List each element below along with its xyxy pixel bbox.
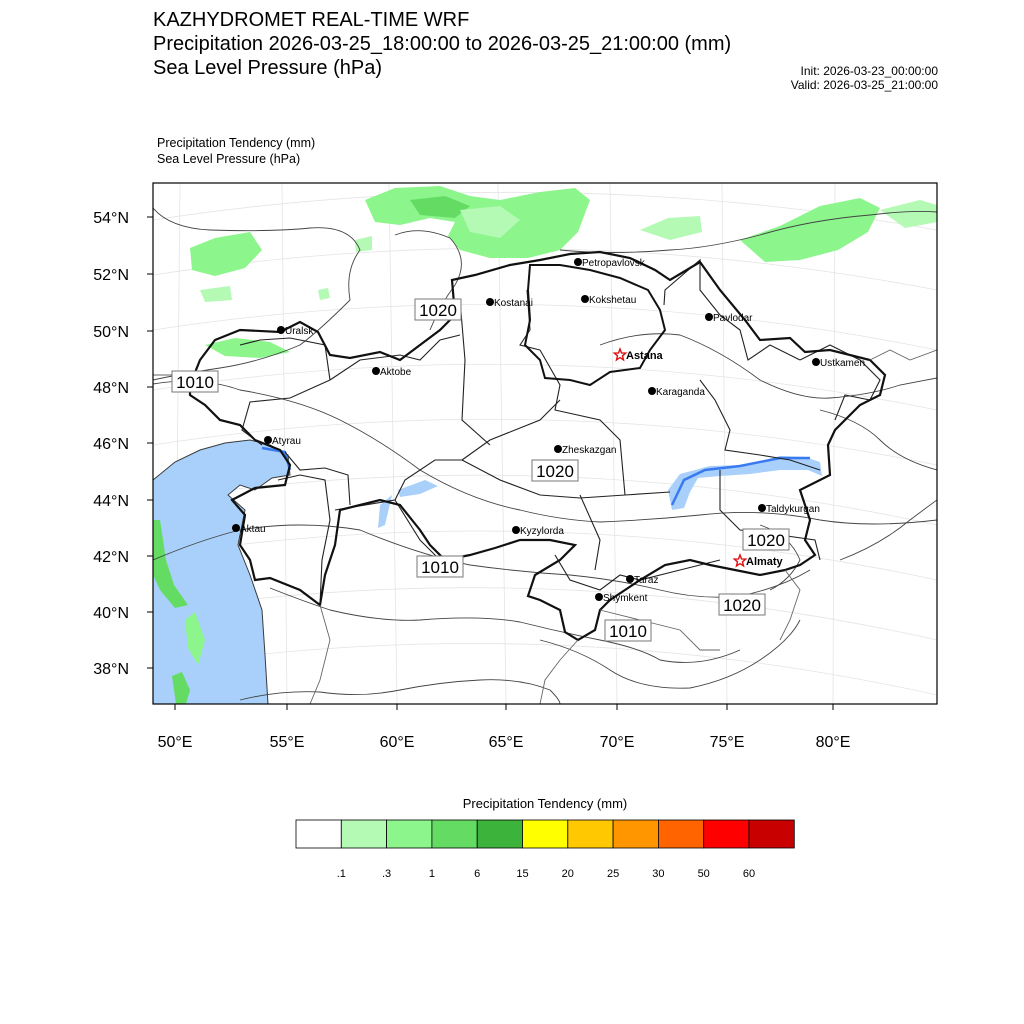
city-dot [574, 258, 582, 266]
capital-label: Almaty [746, 556, 783, 568]
city-dot [232, 524, 240, 532]
isobar-label: 1010 [421, 558, 459, 577]
city-label: Kostanai [494, 298, 533, 309]
map-content [153, 183, 937, 704]
longitude-labels [158, 704, 851, 751]
city-dot [581, 295, 589, 303]
colorbar-swatch [523, 820, 568, 848]
colorbar-swatch [568, 820, 613, 848]
city-dot [512, 526, 520, 534]
city-dot [595, 593, 603, 601]
lat-label: 44°N [93, 493, 129, 510]
lat-label: 54°N [93, 210, 129, 227]
city-dot [705, 313, 713, 321]
colorbar-swatch [704, 820, 749, 848]
city-dot [554, 445, 562, 453]
city-label: Zheskazgan [562, 445, 617, 456]
city-dot [648, 387, 656, 395]
city-label: Shymkent [603, 593, 648, 604]
city-label: Petropavlovsk [582, 258, 645, 269]
city-dot [812, 358, 820, 366]
lat-label: 42°N [93, 549, 129, 566]
valid-time: Valid: 2026-03-25_21:00:00 [790, 78, 938, 92]
subtitle-line-2: Sea Level Pressure (hPa) [157, 152, 301, 166]
subtitle-line-1: Precipitation Tendency (mm) [157, 136, 316, 150]
lon-label: 65°E [488, 734, 524, 751]
colorbar-swatch [432, 820, 477, 848]
capital-label: Astana [626, 350, 663, 362]
colorbar-label: Precipitation Tendency (mm) [462, 796, 628, 811]
isobar-label: 1020 [419, 301, 457, 320]
colorbar-swatch [296, 820, 341, 848]
isobar-label: 1010 [176, 373, 214, 392]
colorbar-tick-label: 50 [697, 868, 710, 880]
colorbar-tick-label: .3 [382, 868, 392, 880]
colorbar-tick-label: 60 [742, 868, 756, 880]
colorbar-tick-label: 25 [606, 868, 620, 880]
lon-label: 70°E [599, 734, 635, 751]
lon-label: 80°E [815, 734, 851, 751]
colorbar-swatch [658, 820, 703, 848]
colorbar-tick-label: 20 [561, 868, 574, 880]
colorbar-swatch [341, 820, 386, 848]
capital-star-icon [734, 555, 745, 566]
city-label: Taraz [634, 575, 659, 586]
colorbar-tick-label: 30 [652, 868, 665, 880]
city-label: Taldykurgan [766, 504, 820, 515]
city-label: Kyzylorda [520, 526, 564, 537]
city-label: Aktobe [380, 367, 412, 378]
caspian-sea [153, 440, 290, 704]
city-label: Ustkamen [820, 358, 866, 369]
lat-label: 52°N [93, 267, 129, 284]
regional-borders [240, 260, 880, 605]
lat-label: 40°N [93, 605, 129, 622]
graticule [153, 183, 937, 704]
title-line-1: KAZHYDROMET REAL-TIME WRF [153, 9, 470, 31]
title-line-2: Precipitation 2026-03-25_18:00:00 to 2026-03-25_21:00:00 (mm) [153, 33, 732, 55]
city-dot [486, 298, 494, 306]
city-dot [277, 326, 285, 334]
city-dot [264, 436, 272, 444]
city-dot [626, 575, 634, 583]
city-label: Atyrau [272, 436, 301, 447]
colorbar [296, 820, 794, 880]
city-label: Kokshetau [589, 295, 637, 306]
city-dot [372, 367, 380, 375]
isobar-label: 1010 [609, 622, 647, 641]
city-dot [758, 504, 766, 512]
latitude-labels [93, 210, 153, 678]
city-label: Karaganda [656, 387, 705, 398]
colorbar-tick-label: 6 [474, 868, 481, 880]
colorbar-tick-label: 15 [516, 868, 529, 880]
lon-label: 55°E [269, 734, 305, 751]
lat-label: 46°N [93, 436, 129, 453]
isobar-label: 1020 [723, 596, 761, 615]
city-label: Uralsk [285, 326, 314, 337]
lat-label: 50°N [93, 324, 129, 341]
init-time: Init: 2026-03-23_00:00:00 [800, 64, 938, 78]
city-label: Pavlodar [713, 313, 753, 324]
lat-label: 38°N [93, 661, 129, 678]
capital-star-icon [614, 349, 625, 360]
lon-label: 60°E [379, 734, 415, 751]
isobar-label: 1020 [747, 531, 785, 550]
colorbar-swatch [749, 820, 794, 848]
city-label: Aktau [240, 524, 266, 535]
colorbar-tick-label: .1 [336, 868, 346, 880]
colorbar-swatch [477, 820, 522, 848]
lat-label: 48°N [93, 380, 129, 397]
colorbar-tick-label: 1 [428, 868, 435, 880]
colorbar-swatch [387, 820, 432, 848]
title-line-3: Sea Level Pressure (hPa) [153, 57, 383, 79]
isobar-label: 1020 [536, 462, 574, 481]
map-frame [153, 183, 937, 704]
lon-label: 50°E [157, 734, 193, 751]
lon-label: 75°E [709, 734, 745, 751]
colorbar-swatch [613, 820, 658, 848]
